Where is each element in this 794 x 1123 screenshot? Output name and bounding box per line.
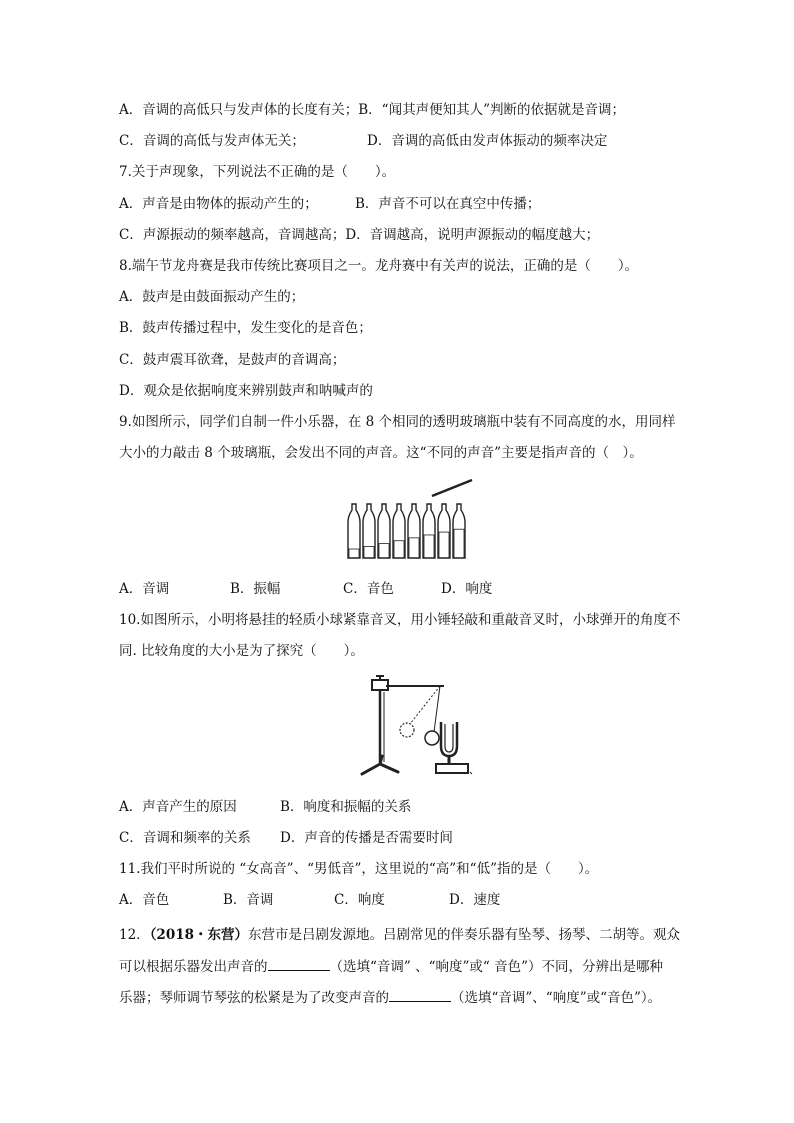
bottle	[348, 504, 360, 558]
q7-stem: 7.关于声现象，下列说法不正确的是（ ）。	[119, 164, 396, 180]
q7-option-row-1	[119, 194, 540, 214]
q10-option-a: A．声音产生的原因	[119, 799, 237, 815]
tuning-fork-figure	[352, 672, 478, 782]
q7-option-a: A．声音是由物体的振动产生的；	[119, 196, 318, 212]
water-level	[394, 541, 404, 558]
tuning-fork	[441, 722, 457, 756]
bottle-row	[348, 504, 465, 558]
q9-option-c: C．音色	[343, 581, 394, 597]
q12-blank-1[interactable]	[268, 956, 330, 971]
resonance-box	[436, 764, 468, 773]
q9-option-d: D．响度	[441, 581, 493, 597]
q10-stem-line-2: 同. 比较角度的大小是为了探究（ ）。	[119, 643, 364, 659]
q6-option-d: D．音调的高低由发声体振动的频率决定	[367, 133, 608, 149]
water-level	[424, 535, 434, 558]
q6-option-row-1	[119, 100, 625, 120]
q6-option-c: C．音调的高低与发声体无关；	[119, 133, 305, 149]
water-level	[364, 546, 374, 558]
bottle	[423, 504, 435, 558]
q11-option-a: A．音色	[119, 892, 170, 908]
q8-option-c: C．鼓声震耳欲聋，是鼓声的音调高；	[119, 352, 346, 368]
q9-option-b: B．振幅	[230, 581, 281, 597]
q10-stem-line-1: 10.如图所示，小明将悬挂的轻质小球紧靠音叉，用小锤轻敲和重敲音叉时，小球弹开的角度不	[119, 612, 681, 628]
bottle	[438, 504, 450, 558]
bottle	[408, 504, 420, 558]
q12-stem2-post: （选填“音调” 、“响度”或“ 音色”）不同，分辨出是哪种	[329, 959, 663, 975]
bottle	[393, 504, 405, 558]
q6-option-row-2	[119, 131, 607, 151]
q9-option-a: A．音调	[119, 581, 170, 597]
q12-stem-line-1	[119, 925, 680, 945]
q11-stem: 11.我们平时所说的 “女高音”、“男低音”，这里说的“高”和“低”指的是（ ）。	[119, 861, 599, 877]
q8-option-a: A．鼓声是由鼓面振动产生的；	[119, 289, 305, 305]
q8-option-b: B．鼓声传播过程中，发生变化的是音色；	[119, 320, 372, 336]
bottle	[378, 504, 390, 558]
q12-source: （2018・东营）	[149, 927, 249, 943]
q10-option-b: B．响度和振幅的关系	[280, 799, 412, 815]
q12-stem2-pre: 可以根据乐器发出声音的	[119, 959, 268, 975]
bottle	[453, 504, 465, 558]
q10-option-row-1	[119, 797, 411, 817]
q11-option-c: C．响度	[334, 892, 385, 908]
q8-stem: 8.端午节龙舟赛是我市传统比赛项目之一。龙舟赛中有关声的说法，正确的是（ ）。	[119, 258, 639, 274]
q7-option-row-2: C．声源振动的频率越高，音调越高；D．音调越高，说明声源振动的幅度越大；	[119, 227, 600, 243]
q12-stem-line-2	[119, 956, 663, 977]
q10-option-row-2	[119, 828, 453, 848]
q12-number: 12．	[119, 927, 150, 943]
water-level	[454, 529, 464, 558]
q12-stem-line-3	[119, 987, 661, 1008]
q10-option-c: C．音调和频率的关系	[119, 830, 251, 846]
q12-stem3-pre: 乐器；琴师调节琴弦的松紧是为了改变声音的	[119, 990, 389, 1006]
bottles-figure	[340, 478, 480, 560]
water-level	[439, 532, 449, 558]
q7-option-b: B．声音不可以在真空中传播；	[355, 196, 541, 212]
mallet-stick	[432, 480, 472, 496]
q9-options	[119, 579, 492, 599]
clamp	[372, 680, 388, 690]
q6-option-a: A．音调的高低只与发声体的长度有关；	[119, 102, 359, 118]
q12-blank-2[interactable]	[389, 987, 451, 1002]
q12-stem-text: 东营市是吕剧发源地。吕剧常见的伴奏乐器有坠琴、扬琴、二胡等。观众	[248, 927, 681, 943]
q12-stem3-post: （选填“音调”、“响度”或“音色”）。	[451, 990, 662, 1006]
bottle	[363, 504, 375, 558]
q9-stem-line-1: 9.如图所示，同学们自制一件小乐器，在 8 个相同的透明玻璃瓶中装有不同高度的水，用同样	[119, 414, 676, 430]
q11-option-d: D．速度	[449, 892, 501, 908]
water-level	[349, 549, 359, 558]
q8-option-d: D．观众是依据响度来辨别鼓声和呐喊声的	[119, 383, 373, 399]
ball-deflected	[400, 723, 414, 737]
q10-option-d: D．声音的传播是否需要时间	[280, 830, 453, 846]
water-level	[409, 538, 419, 558]
water-level	[379, 544, 389, 558]
q11-options	[119, 890, 500, 910]
q9-stem-line-2: 大小的力敲击 8 个玻璃瓶，会发出不同的声音。这“不同的声音”主要是指声音的（ ）。	[119, 445, 643, 461]
q11-option-b: B．音调	[223, 892, 274, 908]
ball	[425, 731, 439, 745]
q6-option-b: B．“闻其声便知其人”判断的依据就是音调；	[358, 102, 625, 118]
